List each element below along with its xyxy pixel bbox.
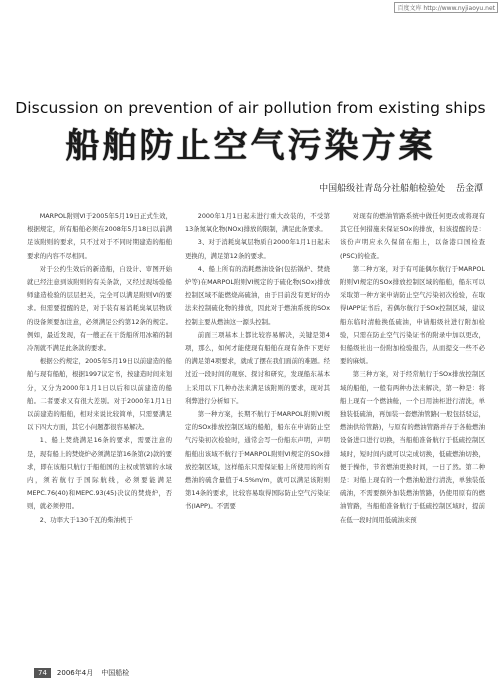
paragraph: 第三种方案，对于经常航行于SOx排放控制区域的船舶，一般有两种办法来解决，第一种是：将船上现有一个燃油舱，一个日用油柜进行清洗，单独装低硫油，再加装一套燃油管路(一般包括驳运，燃油供给管路)，与原有的燃油管路并存于各舱燃油设备进口进行切换，当船舶准备航行于低硫控制区域时，短时间内就可以完成切换，低硫燃油切换，便于操作，节省燃油更换时间，一日了然。第二种是：对船上现有的一个燃油舱进行清洗，单独装低硫油，不需要额外加装燃油管路，仍使用原有的燃油管路，当船舶准备航行于低硫控制区域时，提前在低一段时间用低硫油来预 [340,370,485,524]
paragraph: 4、船上所有的消耗燃油设备(包括锅炉、焚烧炉等)在MARPOL附则VI规定的于硫化物(SOx)排放控制区域不能燃烧高硫油，由于目前没有更好的办法来控制硫化物的排放，因此对于燃油系统的SOx控制主要从燃油这一源头控制。 [185,264,330,326]
paragraph: 3、对于消耗臭氧层物质自2000年1月1日起未更换的，满足第12条的要求。 [185,238,330,260]
author-line [311,181,483,194]
paragraph: 第二种方案，对于有可能偶尔航行于MARPOL附则VI规定的SOx排放控制区域的船舶，船东可以采取第一种方案申请防止空气污染初次检验，在取得IAPP证书后，若偶尔航行于SOx控制区域，建议船东临时清舱换低硫油，申请船级社进行附加检验，只需在防止空气污染证书的附录中加以更改，但船级社出一份附加检验报告，从而提交一些不必要的麻烦。 [340,264,485,366]
paragraph: 根据公约规定，2005年5月19日以前建造的船舶与现有船舶，根据1997议定书，按建造时间来划分，又分为2000年1月1日以后和以前建造的船舶。二者要求又有很大差别。对于2000年1月1日以前建造的船舶，相对来说比较简单，只需要满足以下四大方面，其它小问题都很容易解决。 [27,357,172,432]
paragraph: 前面三项基本上都比较容易解决，关键是第4项，那么，如何才能使现有船舶在现有条件下更好的满足第4项要求，就成了摆在我们面前的难题。经过近一段时间的观察、探讨和研究，发现船东基本上采用以下几种办法来满足该附则的要求，现对其利弊进行分析如下。 [185,330,330,405]
journal-name: 中国船检 [101,669,130,677]
paragraph: 2、功率大于130千瓦的柴油机于 [39,515,133,524]
paragraph: 第一种方案，长期不航行于MARPOL附则VI规定的SOx排放控制区域的船舶，船东在申请防止空气污染初次检验时，通常会写一份船东声明，声明船舶出该域不航行于MARPOL附则VI规定的SOx排放控制区域，这样船东只需保证船上所使用的所有燃油的硫含量值于4.5%m/m，就可以满足该附则第14条的要求，比较容易取得国际防止空气污染证书(IAPP)。不需要 [185,410,330,511]
english-title: Discussion on prevention of air pollution from existing ships [15,99,486,117]
author-organization: 中国船级社青岛分社船舶检验处 [319,184,446,194]
text-column-3 [340,210,485,527]
chinese-title: 船舶防止空气污染方案 [65,126,436,166]
text-column-2 [185,210,330,514]
author-name: 岳金潭 [455,184,483,194]
paragraph: 2000年1月1日起未进行重大改装的，不受第13条氮氧化物(NOx)排放的限制，满足此条要求。 [185,212,330,234]
paragraph: 对现有的燃油管路系统中做任何更改或将现有其它任何措施来保证SOx的排放，但该提醒的是：该份声明应永久保留在船上，以备港口国检查(PSC)的检查。 [340,212,485,260]
paragraph: MARPOL附则VI于2005年5月19日正式生效，根据规定，所有船舶必须在2008年5月18日以前满足该附则的要求，只不过对于不同时期建造的船舶要求的内容不尽相同。 [27,212,172,260]
issue-date: 2006年4月 [56,669,94,677]
page-number: 74 [34,668,51,678]
watermark: 百度文库 http://www.nyjiaoyu.net [394,2,498,13]
paragraph: 对于公约生效后的新造船，自设计、审图开始就已经注意到该附则的有关条款，又经过现场验船师建造检验的层层把关，完全可以满足附则VI的要求。但需要提醒的是，对于装有易消耗臭氧层物质的设备须要加注意，必须满足公约第12条的规定。例如，最近发现，有一艘正在干货船所用冰箱的制冷剂就不满足此条款的要求。 [27,264,172,353]
text-column-1 [27,210,172,527]
page-footer [34,668,129,678]
paragraph: 1、船上焚烧满足16条的要求，需要注意的是，现有船上的焚烧炉必须满足第16条第(2)款的要求，即在该船只航行于船舶国的主权或管辖的水域内，须若航行于国际航线，必须要能满足MEPC.76(40)和MEPC.93(45)决议的焚烧炉，否则，就必须停用。 [27,436,172,511]
